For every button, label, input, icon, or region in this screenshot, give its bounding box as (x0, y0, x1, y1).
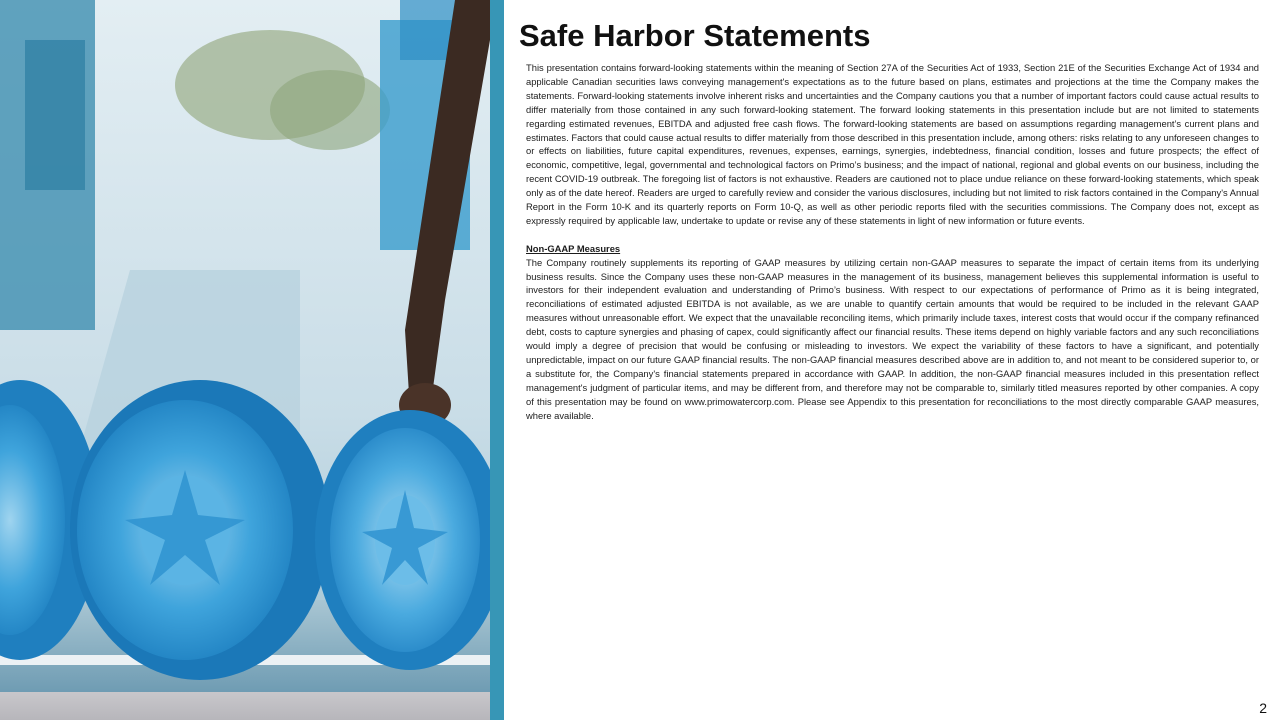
page-title: Safe Harbor Statements (519, 18, 871, 53)
page-number: 2 (1259, 700, 1267, 716)
photo-pallet-rail (0, 692, 490, 720)
hero-photo-panel (0, 0, 504, 720)
disclaimer-body (526, 61, 1259, 423)
water-bottles-photo (0, 0, 490, 692)
non-gaap-heading: Non-GAAP Measures (526, 242, 621, 254)
photo-edge-band (490, 0, 504, 720)
non-gaap-paragraph: The Company routinely supplements its reporting of GAAP measures by utilizing certain non-GAAP measures to separate the impact of certain items from its underlying business results. Since the Company uses these non-GAAP measures in the management of its business, management believes this supplemental information is useful to investors for their independent evaluation and understanding of Primo’s business. With respect to our expectations of performance of Primo as it is being integrated, reconciliations of estimated adjusted EBITDA is not available, as we are unable to quantify certain amounts that would be required to be included in the relevant GAAP measures without unreasonable effort. We expect that the unavailable reconciling items, which primarily include taxes, interest costs that would occur if the company refinanced debt, costs to capture synergies and phasing of capex, could significantly affect our financial results. These items depend on highly variable factors and any such reconciliations would imply a degree of precision that would be confusing or misleading to investors. We expect the variability of these factors to have a significant, and potentially unpredictable, impact on our future GAAP financial results. The non-GAAP financial measures described above are in addition to, and not meant to be considered superior to, or a substitute for, the Company's financial statements prepared in accordance with GAAP. In addition, the non-GAAP financial measures included in this presentation reflect management's judgment of particular items, and may be different from, and therefore may not be comparable to, similarly titled measures reported by other companies. A copy of this presentation may be found on www.primowatercorp.com. Please see Appendix to this presentation for reconciliations to the most directly comparable GAAP measures, where available. (526, 256, 1259, 421)
safe-harbor-paragraph: This presentation contains forward-looking statements within the meaning of Section 27A of the Securities Act of 1933, Section 21E of the Securities Exchange Act of 1934 and applicable Canadian securities laws conveying management's expectations as to the future based on plans, estimates and projections at the time the Company makes the statements. Forward-looking statements involve inherent risks and uncertainties and the Company cautions you that a number of important factors could cause actual results to differ materially from those contained in any such forward-looking statement. The forward looking statements in this presentation include but are not limited to statements regarding estimated revenues, EBITDA and adjusted free cash flows. The forward-looking statements are based on assumptions regarding management’s current plans and estimates. Factors that could cause actual results to differ materially from those described in this presentation include, among others: risks relating to any unforeseen changes to or effects on liabilities, future capital expenditures, revenues, expenses, earnings, synergies, indebtedness, financial condition, losses and future prospects; the effect of economic, competitive, legal, governmental and technological factors on Primo’s business; and the impact of national, regional and global events on our business, including the recent COVID-19 outbreak. The foregoing list of factors is not exhaustive. Readers are cautioned not to place undue reliance on these forward-looking statements, which speak only as of the date hereof. Readers are urged to carefully review and consider the various disclosures, including but not limited to risk factors contained in the Company's Annual Report in the Form 10-K and its quarterly reports on Form 10-Q, as well as other periodic reports filed with the securities commissions. The Company does not, except as expressly required by applicable law, undertake to update or revise any of these statements in light of new information or future events. (526, 62, 1259, 226)
